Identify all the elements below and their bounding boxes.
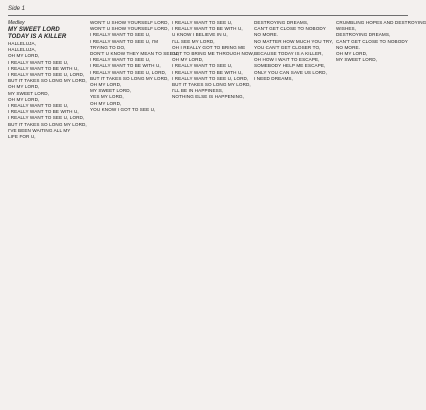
lyric-line: I REALLY WANT TO SEE U,: [172, 20, 233, 25]
lyric-line: OH MY LORD,: [8, 84, 40, 90]
lyric-line: YOU KNOW I GOT TO SEE U,: [90, 106, 156, 112]
lyric-line: I REALLY WANT TO SEE U, LORD,: [8, 115, 85, 121]
lyric-line: BUT IT TAKES SO LONG MY LORD,: [8, 121, 87, 127]
lyric-line: LIFE FOR U,: [8, 134, 36, 140]
lyric-line: GOT TO BRING ME THROUGH NOW,: [172, 51, 255, 57]
lyric-line: CAN'T GET CLOSE TO NOBODY: [254, 26, 326, 32]
lyric-line: I REALLY WANT TO SEE U, LORD,: [172, 75, 249, 81]
side-label: Side 1: [8, 6, 26, 12]
lyrics-lines: [8, 41, 86, 140]
medley-label: Medley: [8, 20, 25, 26]
lyrics-column-1: [8, 20, 86, 140]
lyric-line: I REALLY WANT TO BE WITH U,: [172, 26, 243, 32]
lyric-line: I REALLY WANT TO SEE U,: [8, 59, 69, 65]
lyrics-lines: [336, 20, 426, 63]
lyric-line: CRUMBLING HOPES AND DESTROYING: [336, 20, 426, 25]
lyric-line: OH MY LORD,: [90, 82, 122, 88]
lyric-line: DESTROYING DREAMS,: [254, 20, 309, 25]
lyric-line: I'VE BEEN WAITING ALL MY: [8, 127, 71, 133]
lyric-line: I REALLY WANT TO SEE U, LORD,: [90, 69, 167, 75]
lyric-line: YES MY LORD,: [90, 94, 124, 100]
lyric-line: MY SWEET LORD,: [8, 90, 50, 96]
lyric-line: OH HOW I WAIT TO ESCAPE,: [254, 57, 320, 63]
lyric-line: OH MY LORD,: [172, 57, 204, 63]
lyrics-lines: [254, 20, 332, 82]
lyric-line: U KNOW I BELIEVE IN U,: [172, 32, 228, 38]
lyric-line: I'LL SEE MY LORD,: [172, 38, 215, 44]
lyric-line: BUT IT TAKES SO LONG MY LORD,: [90, 75, 169, 81]
lyric-line: OH MY LORD,: [8, 96, 40, 102]
lyric-line: I REALLY WANT TO SEE U, I'M: [90, 38, 159, 44]
lyric-line: I REALLY WANT TO SEE U,: [8, 103, 69, 109]
lyric-line: I REALLY WANT TO BE WITH U,: [8, 109, 79, 115]
lyric-line: YOU CAN'T GET CLOSER TO,: [254, 44, 321, 50]
lyric-line: MY SWEET LORD,: [336, 57, 378, 63]
lyrics-lines: [90, 20, 179, 113]
lyric-line: I REALLY WANT TO BE WITH U,: [90, 63, 161, 69]
lyric-line: I REALLY WANT TO BE WITH U,: [172, 69, 243, 75]
lyric-line: I'LL BE IN HAPPINESS,: [172, 88, 224, 94]
song-title-today-is-a-killer: TODAY IS A KILLER: [8, 34, 67, 40]
lyric-line: HALLELUJA,: [8, 41, 37, 46]
lyric-line: SOMEBODY HELP ME ESCAPE,: [254, 63, 326, 69]
lyric-line: WON'T U SHOW YOURSELF LORD,: [90, 20, 169, 25]
lyric-line: WON'T U SHOW YOURSELF LORD,: [90, 26, 169, 32]
lyric-line: OH MY LORD,: [336, 51, 368, 57]
lyric-line: OH MY LORD,: [90, 100, 122, 106]
lyrics-lines: [172, 20, 255, 101]
lyric-line: I REALLY WANT TO SEE U,: [172, 63, 233, 69]
lyric-line: HALLELUJA,: [8, 47, 37, 53]
lyric-line: BUT IT TAKES SO LONG MY LORD,: [172, 82, 251, 88]
lyrics-column-3: [172, 20, 255, 101]
song-title-my-sweet-lord: MY SWEET LORD: [8, 27, 60, 33]
lyric-line: MY SWEET LORD,: [90, 88, 132, 94]
lyrics-column-4: [254, 20, 332, 82]
lyric-line: OH I REALLY GOT TO BRING ME: [172, 44, 246, 50]
lyric-line: CAN'T GET CLOSE TO NOBODY: [336, 38, 408, 44]
lyric-line: TRYING TO DO,: [90, 44, 126, 50]
lyric-line: WISHES,: [336, 26, 357, 32]
lyric-line: I NEED DREAMS,: [254, 75, 293, 81]
lyric-line: I REALLY WANT TO BE WITH U,: [8, 65, 79, 71]
lyric-line: I REALLY WANT TO SEE U,: [90, 57, 151, 63]
lyric-line: I REALLY WANT TO SEE U, LORD,: [8, 72, 85, 78]
lyric-line: NOTHING ELSE IS HAPPENING,: [172, 94, 245, 100]
lyric-line: NO MORE.: [254, 32, 279, 38]
lyrics-column-2: [90, 20, 179, 113]
lyric-line: NO MATTER HOW MUCH YOU TRY,: [254, 38, 334, 44]
header-rule: [8, 15, 408, 16]
lyrics-column-5: [336, 20, 426, 63]
lyric-line: I REALLY WANT TO SEE U,: [90, 32, 151, 38]
lyric-line: ONLY YOU CAN SAVE US LORD,: [254, 69, 327, 75]
lyric-line: DESTROYING DREAMS,: [336, 32, 391, 38]
lyric-line: BECAUSE TODAY IS A KILLER,: [254, 51, 323, 57]
lyric-line: DON'T U KNOW THEY MEAN TO SEE U,: [90, 51, 179, 57]
lyric-line: NO MORE.: [336, 44, 361, 50]
lyric-line: OH MY LORD,: [8, 53, 40, 59]
lyric-line: BUT IT TAKES SO LONG MY LORD,: [8, 78, 87, 84]
